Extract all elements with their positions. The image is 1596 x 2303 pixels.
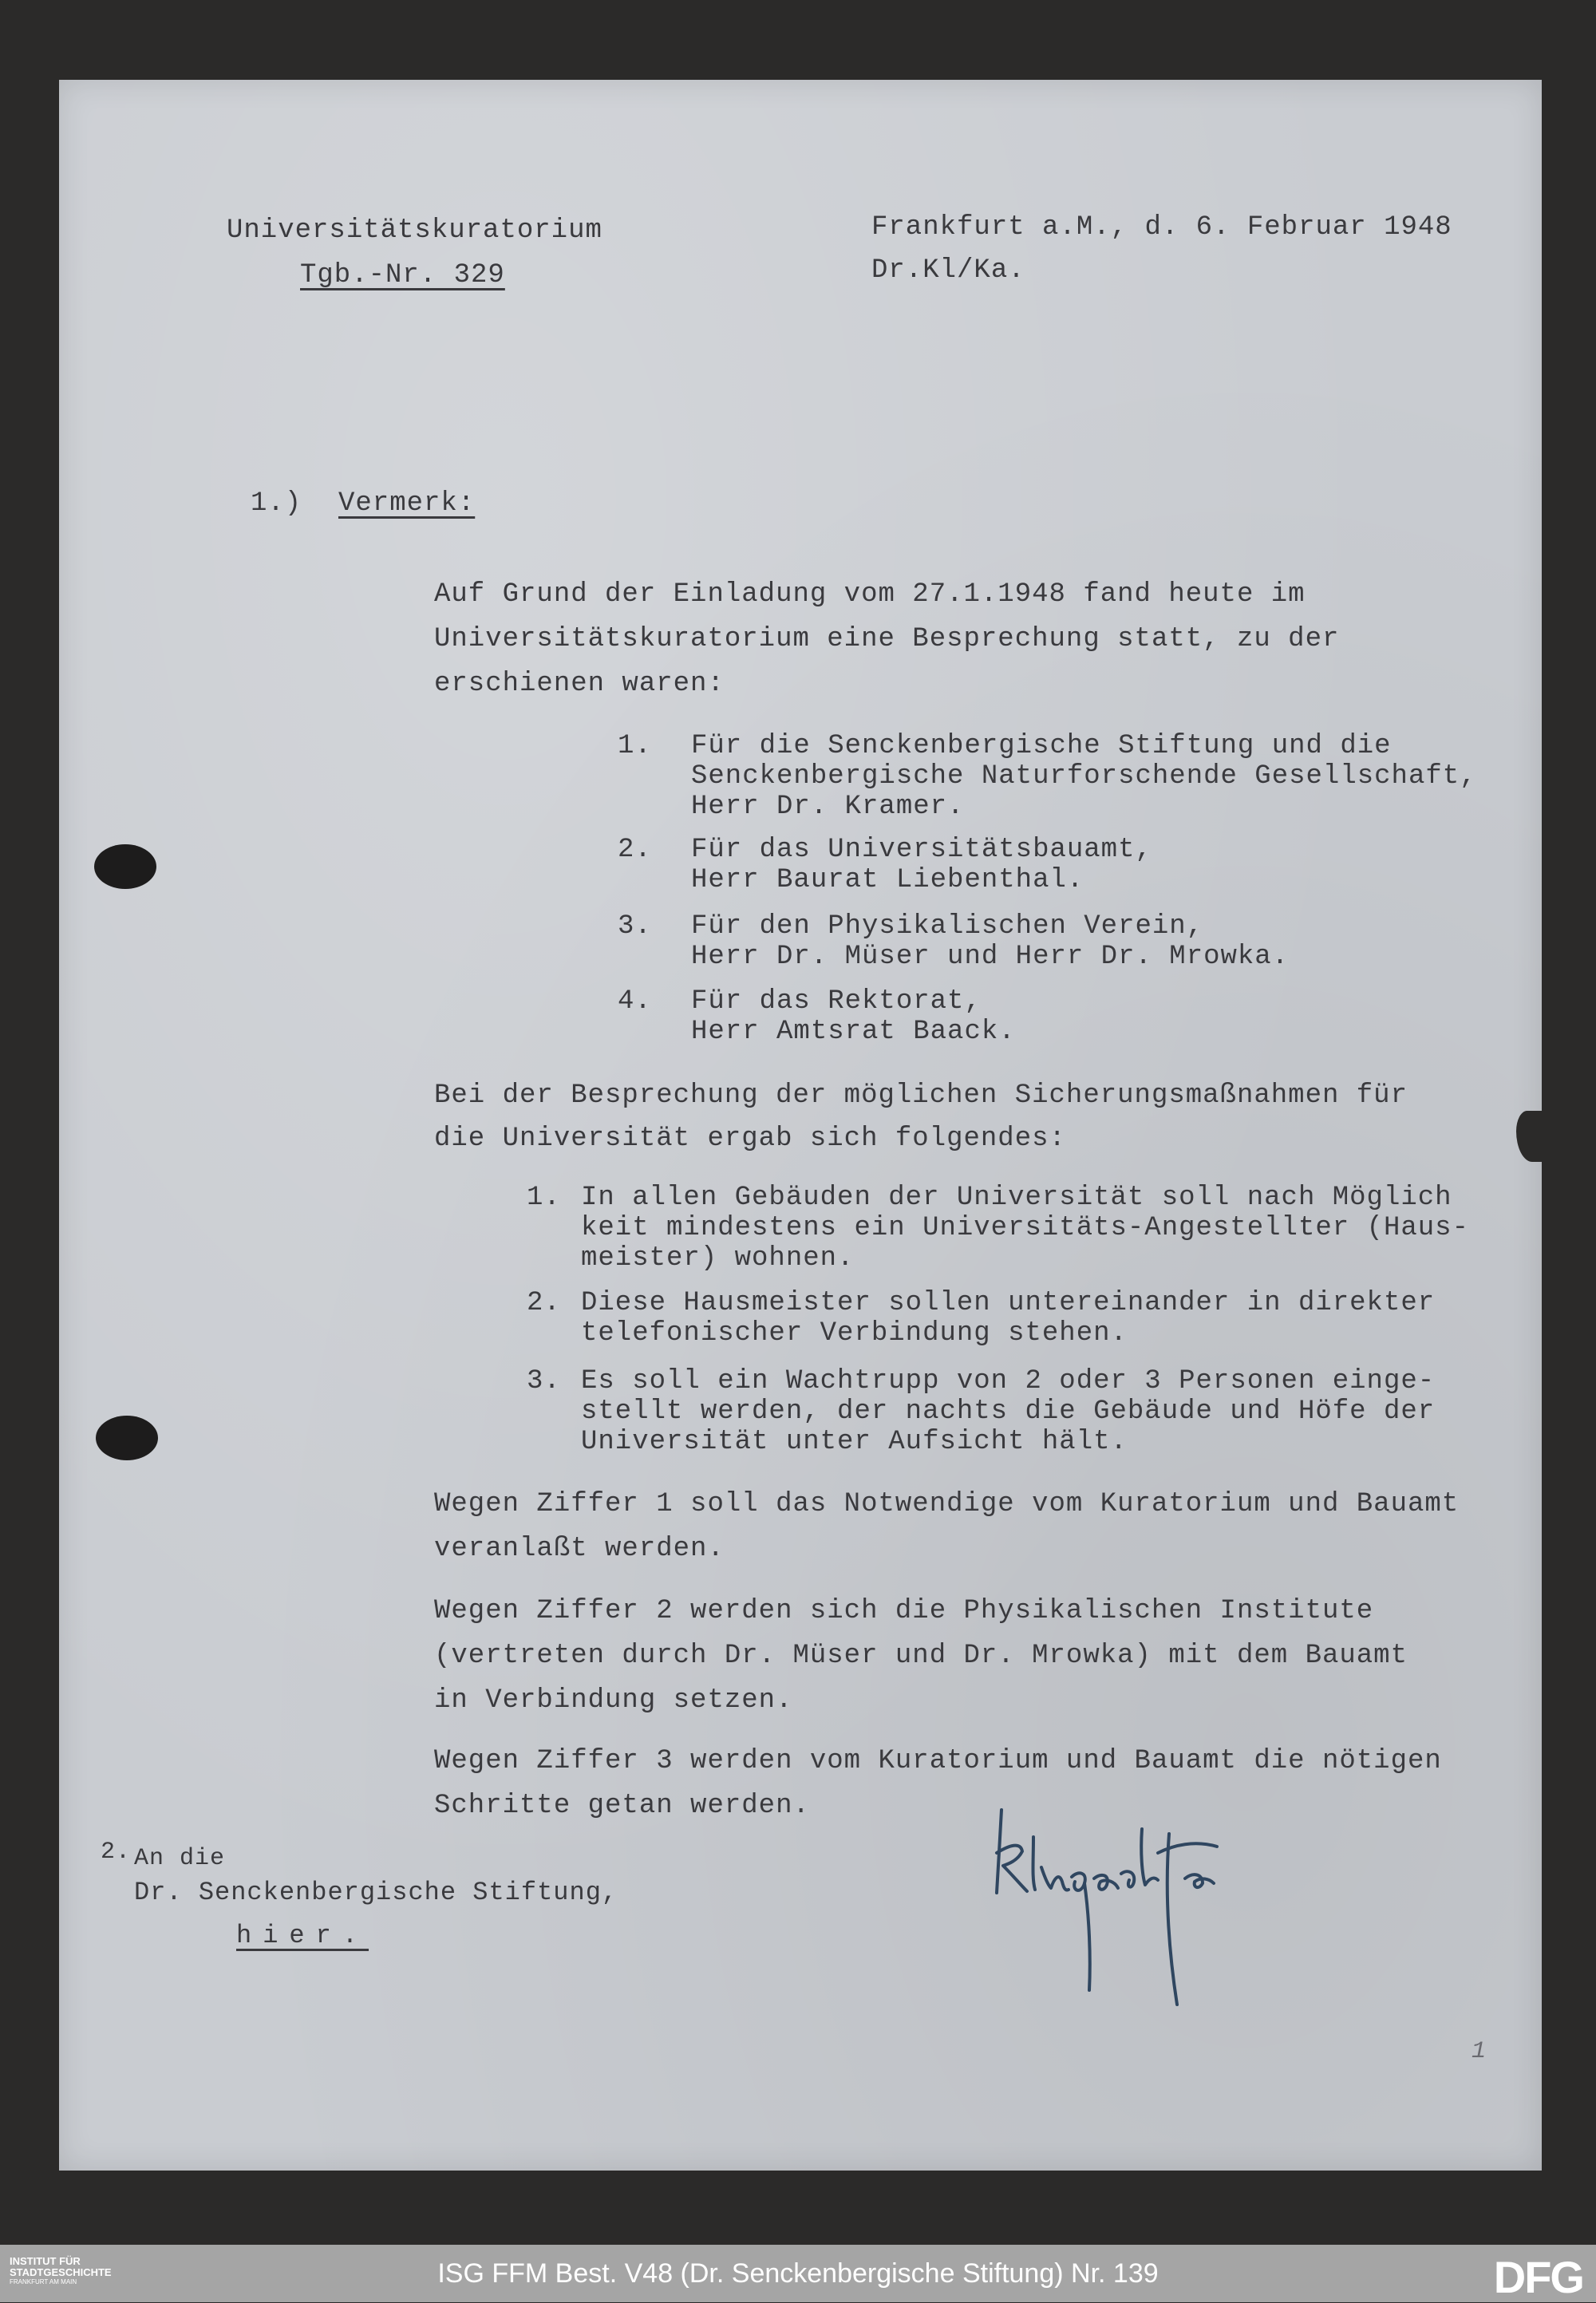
addressee-line: Dr. Senckenbergische Stiftung, bbox=[134, 1878, 618, 1907]
handwritten-signature bbox=[986, 1805, 1265, 2021]
attendee-line: Für den Physikalischen Verein, bbox=[691, 911, 1204, 942]
attendee-line: Für die Senckenbergische Stiftung und die bbox=[691, 731, 1392, 761]
paragraph-line: Wegen Ziffer 2 werden sich die Physikalischen Institute bbox=[434, 1596, 1374, 1626]
initials: Dr.Kl/Ka. bbox=[871, 255, 1025, 286]
paragraph-line: (vertreten durch Dr. Müser und Dr. Mrowka) mit dem Bauamt bbox=[434, 1641, 1408, 1671]
place-date: Frankfurt a.M., d. 6. Februar 1948 bbox=[871, 212, 1452, 243]
note-heading: Vermerk: bbox=[338, 488, 476, 519]
addressee-line: hier. bbox=[236, 1921, 369, 1950]
attendee-number: 2. bbox=[618, 835, 652, 865]
dfg-logo: DFG bbox=[1493, 2252, 1583, 2302]
institute-line: INSTITUT FÜR bbox=[10, 2255, 81, 2267]
result-number: 1. bbox=[527, 1183, 561, 1213]
attendee-line: Herr Dr. Kramer. bbox=[691, 792, 965, 822]
institute-line: STADTGESCHICHTE bbox=[10, 2266, 112, 2278]
intro-line: erschienen waren: bbox=[434, 669, 725, 699]
result-line: telefonischer Verbindung stehen. bbox=[581, 1318, 1128, 1349]
attendee-number: 3. bbox=[618, 911, 652, 942]
result-line: stellt werden, der nachts die Gebäude und Höfe der bbox=[581, 1396, 1436, 1427]
page-mark: 1 bbox=[1472, 2038, 1487, 2065]
attendee-line: Herr Dr. Müser und Herr Dr. Mrowka. bbox=[691, 942, 1290, 972]
paragraph-line: Wegen Ziffer 1 soll das Notwendige vom Kuratorium und Bauamt bbox=[434, 1489, 1460, 1519]
attendee-line: Senckenbergische Naturforschende Gesellschaft, bbox=[691, 761, 1477, 792]
result-line: Diese Hausmeister sollen untereinander in direkter bbox=[581, 1288, 1436, 1318]
note-number: 1.) bbox=[251, 488, 302, 519]
result-number: 3. bbox=[527, 1366, 561, 1396]
archive-reference: ISG FFM Best. V48 (Dr. Senckenbergische Stiftung) Nr. 139 bbox=[437, 2258, 1159, 2289]
result-line: Es soll ein Wachtrupp von 2 oder 3 Personen einge- bbox=[581, 1366, 1436, 1396]
reference-number: Tgb.-Nr. 329 bbox=[300, 260, 505, 290]
paragraph-line: in Verbindung setzen. bbox=[434, 1685, 793, 1716]
attendee-number: 4. bbox=[618, 986, 652, 1017]
result-line: Universität unter Aufsicht hält. bbox=[581, 1427, 1128, 1457]
punch-hole bbox=[96, 1416, 158, 1460]
paragraph-line: Wegen Ziffer 3 werden vom Kuratorium und Bauamt die nötigen bbox=[434, 1746, 1442, 1776]
addressee-line: An die bbox=[134, 1845, 226, 1872]
result-intro-line: die Universität ergab sich folgendes: bbox=[434, 1124, 1066, 1154]
institution-name: Universitätskuratorium bbox=[227, 215, 602, 246]
result-line: keit mindestens ein Universitäts-Angestellter (Haus- bbox=[581, 1213, 1469, 1243]
intro-line: Auf Grund der Einladung vom 27.1.1948 fand heute im bbox=[434, 579, 1306, 610]
addressee-number: 2. bbox=[101, 1839, 132, 1866]
result-line: In allen Gebäuden der Universität soll nach Möglich bbox=[581, 1183, 1452, 1213]
result-intro-line: Bei der Besprechung der möglichen Sicherungsmaßnahmen für bbox=[434, 1080, 1408, 1111]
attendee-line: Für das Rektorat, bbox=[691, 986, 982, 1017]
attendee-line: Herr Baurat Liebenthal. bbox=[691, 865, 1084, 895]
attendee-number: 1. bbox=[618, 731, 652, 761]
attendee-line: Herr Amtsrat Baack. bbox=[691, 1017, 1016, 1047]
institute-line: FRANKFURT AM MAIN bbox=[10, 2278, 77, 2285]
attendee-line: Für das Universitätsbauamt, bbox=[691, 835, 1152, 865]
result-line: meister) wohnen. bbox=[581, 1243, 855, 1274]
paragraph-line: veranlaßt werden. bbox=[434, 1534, 725, 1564]
result-number: 2. bbox=[527, 1288, 561, 1318]
archive-footer bbox=[0, 2245, 1596, 2302]
document-page bbox=[59, 80, 1542, 2171]
punch-hole bbox=[94, 844, 156, 889]
paragraph-line: Schritte getan werden. bbox=[434, 1791, 810, 1821]
intro-line: Universitätskuratorium eine Besprechung statt, zu der bbox=[434, 624, 1340, 654]
